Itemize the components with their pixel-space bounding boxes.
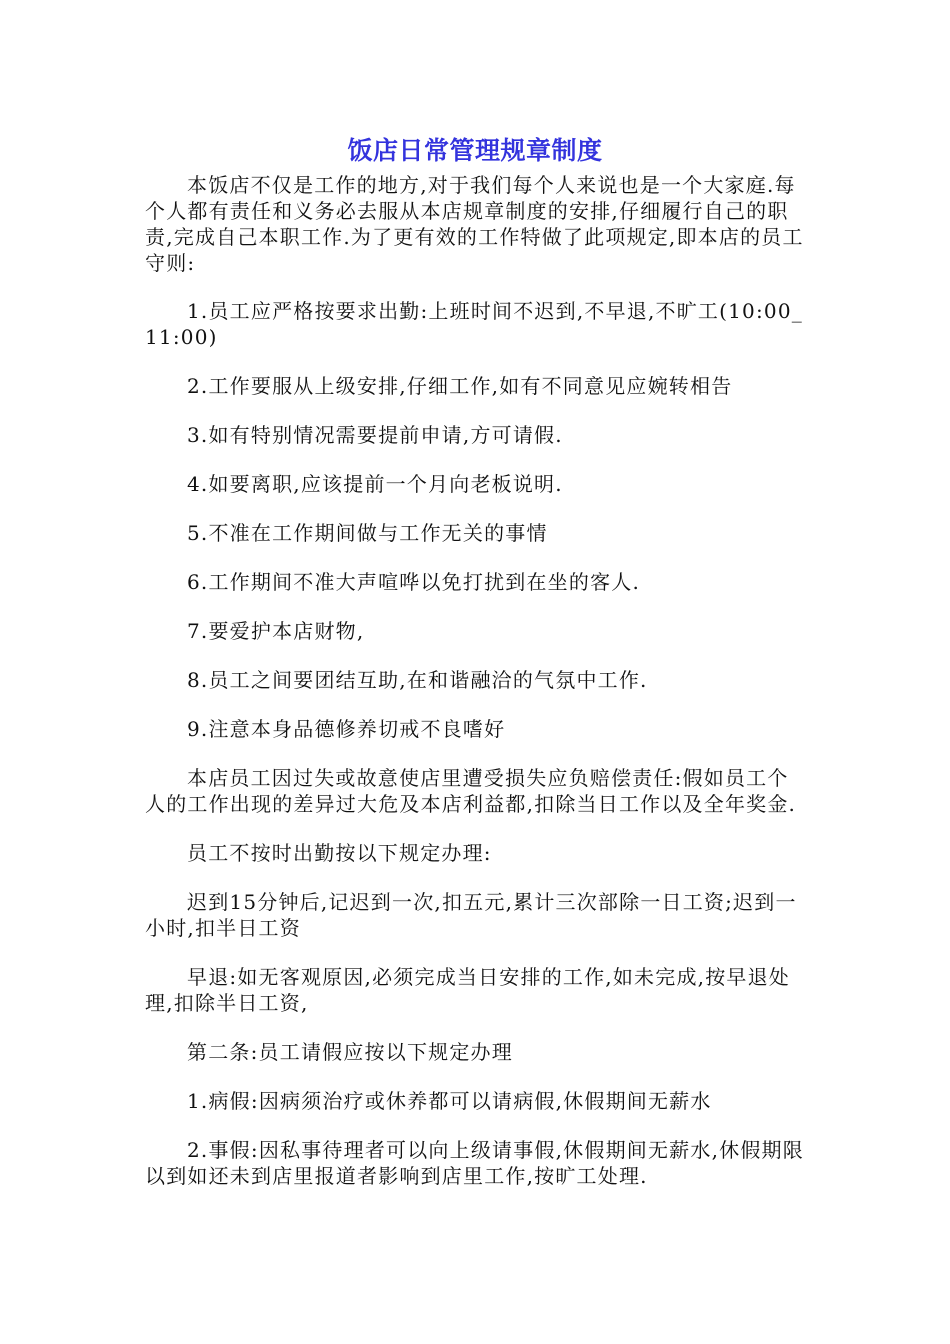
document-body	[145, 172, 809, 1212]
rule-item-2: 2.工作要服从上级安排,仔细工作,如有不同意见应婉转相告	[187, 374, 733, 398]
rule-item-8: 8.员工之间要团结互助,在和谐融洽的气氛中工作.	[187, 668, 648, 692]
intro-paragraph: 本饭店不仅是工作的地方,对于我们每个人来说也是一个大家庭.每个人都有责任和义务必去服从本店规章制度的安排,仔细履行自己的职责,完成自己本职工作.为了更有效的工作特做了此项规定,即本店的员工守则:	[145, 173, 804, 275]
rule-item-5: 5.不准在工作期间做与工作无关的事情	[187, 521, 548, 545]
personal-leave-paragraph: 2.事假:因私事待理者可以向上级请事假,休假期间无薪水,休假期限以到如还未到店里报道者影响到店里工作,按旷工处理.	[145, 1138, 804, 1188]
rule-item-3: 3.如有特别情况需要提前申请,方可请假.	[187, 423, 563, 447]
rule-item-9: 9.注意本身品德修养切戒不良嗜好	[187, 717, 506, 741]
attendance-heading: 员工不按时出勤按以下规定办理:	[187, 841, 492, 865]
late-rule-paragraph: 迟到15分钟后,记迟到一次,扣五元,累计三次部除一日工资;迟到一小时,扣半日工资	[145, 890, 797, 940]
rule-item-6: 6.工作期间不准大声喧哗以免打扰到在坐的客人.	[187, 570, 641, 594]
article-two-heading: 第二条:员工请假应按以下规定办理	[187, 1040, 513, 1064]
rule-item-1: 1.员工应严格按要求出勤:上班时间不迟到,不早退,不旷工(10:00_11:00)	[145, 299, 803, 349]
compensation-paragraph: 本店员工因过失或故意使店里遭受损失应负赔偿责任:假如员工个人的工作出现的差异过大危及本店利益都,扣除当日工作以及全年奖金.	[145, 766, 797, 816]
document-title: 饭店日常管理规章制度	[347, 136, 603, 165]
early-leave-paragraph: 早退:如无客观原因,必须完成当日安排的工作,如未完成,按早退处理,扣除半日工资,	[145, 965, 791, 1015]
sick-leave-paragraph: 1.病假:因病须治疗或休养都可以请病假,休假期间无薪水	[187, 1089, 712, 1113]
rule-item-4: 4.如要离职,应该提前一个月向老板说明.	[187, 472, 563, 496]
rule-item-7: 7.要爱护本店财物,	[187, 619, 365, 643]
